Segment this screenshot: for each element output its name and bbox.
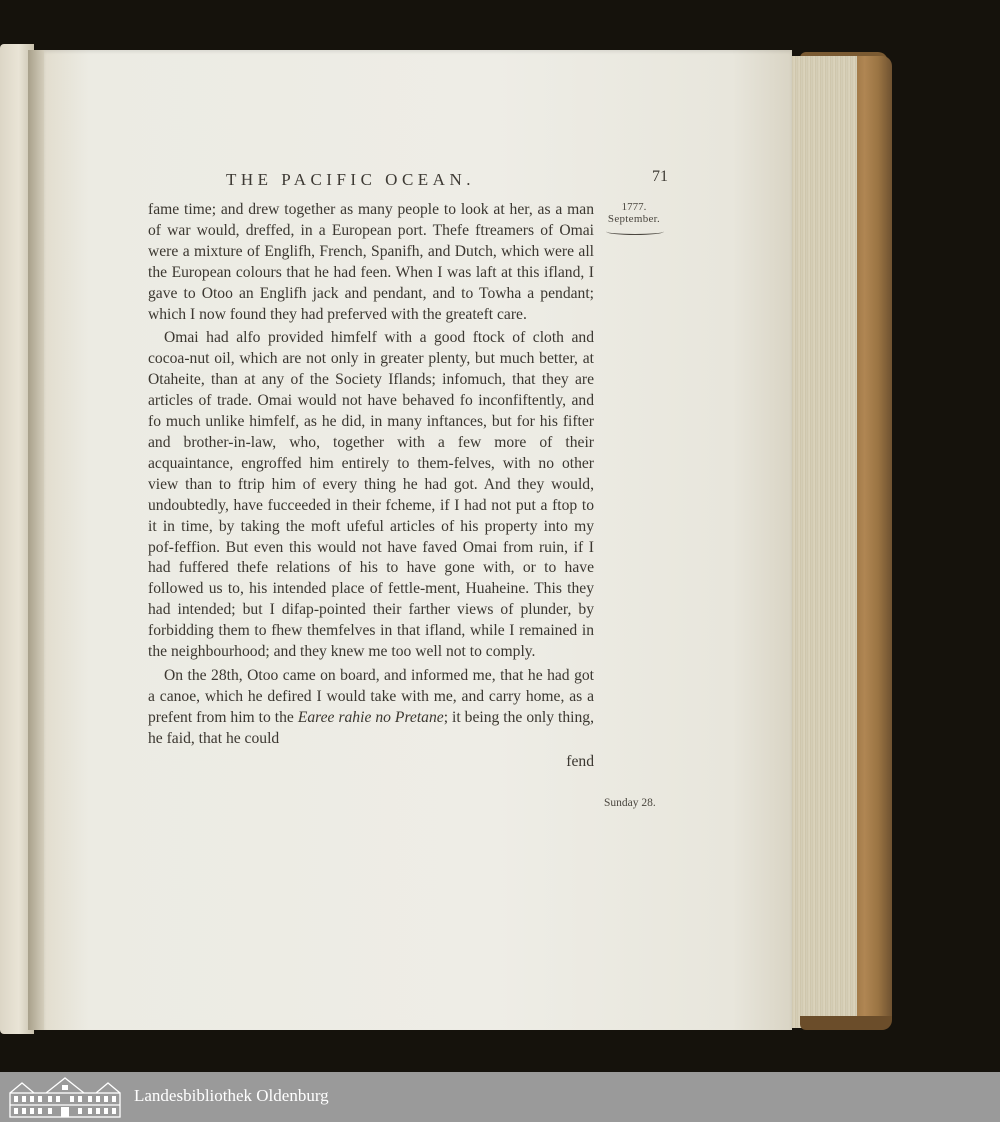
paragraph-1: fame time; and drew together as many people to look at her, as a man of war would, dreffed, in a European port. Thefe ftreamers of Omai were a mixture of Englifh, French, Spanifh, and Dutch, which were all the European colours that he had feen. When I was laft at this ifland, I gave to Otoo an Englifh jack and pendant, and to Towha a pendant; which I now found they had preferved with the greateft care.: [148, 201, 594, 323]
library-building-icon: [8, 1075, 122, 1119]
paragraph-3-start: On the 28th, Otoo came on board, and informed me, that he had got a canoe, which he defired I would take with me, and carry home, as a prefent from him to the: [148, 666, 594, 726]
margin-date: [602, 202, 666, 225]
catchword: fend: [566, 752, 594, 770]
paragraph-3-italic: Earee rahie no Pretane: [297, 708, 444, 726]
paragraph-2: Omai had alfo provided himfelf with a good ftock of cloth and cocoa-nut oil, which are not only in greater plenty, but much better, at Otaheite, than at any of the Society Iflands; infomuch, that they are articles of trade. Omai would not have behaved fo inconfiftently, and fo much unlike himfelf, as he did, in many inftances, but for his fifter and brother-in-law, who, together with a few more of their acquaintance, engroffed him entirely to them-felves, with no other view than to ftrip him of every thing he had got. And they would, undoubtedly, have fucceeded in their fcheme, if I had not put a ftop to it in time, by taking the moft ufeful articles of his property into my pof-feffion. But even this would not have faved Omai from ruin, if I had fuffered thefe relations of his to have gone with, or to have followed us to, his intended place of fettle-ment, Huaheine. This they had intended; but I difap-pointed their farther views of plunder, by forbidding them to fhew themfelves in that ifland, while I remained in the neighbourhood; and they knew me too well not to comply.: [148, 329, 594, 661]
margin-brace: [606, 228, 664, 235]
margin-note-sunday: Sunday 28.: [604, 797, 656, 809]
paragraph-3-end: ; it being the only thing, he faid, that he could: [148, 708, 594, 747]
footer-bar: [0, 1072, 1000, 1122]
margin-month: September.: [607, 212, 661, 225]
book-cover-bottom: [800, 1016, 892, 1030]
margin-year: 1777.: [621, 201, 647, 213]
body-text: [148, 200, 594, 772]
library-name: Landesbibliothek Oldenburg: [134, 1086, 329, 1105]
page-block-edge: [790, 56, 857, 1028]
page-number: 71: [652, 168, 668, 185]
paragraph-3: [148, 666, 594, 750]
running-title: THE PACIFIC OCEAN.: [226, 170, 475, 189]
